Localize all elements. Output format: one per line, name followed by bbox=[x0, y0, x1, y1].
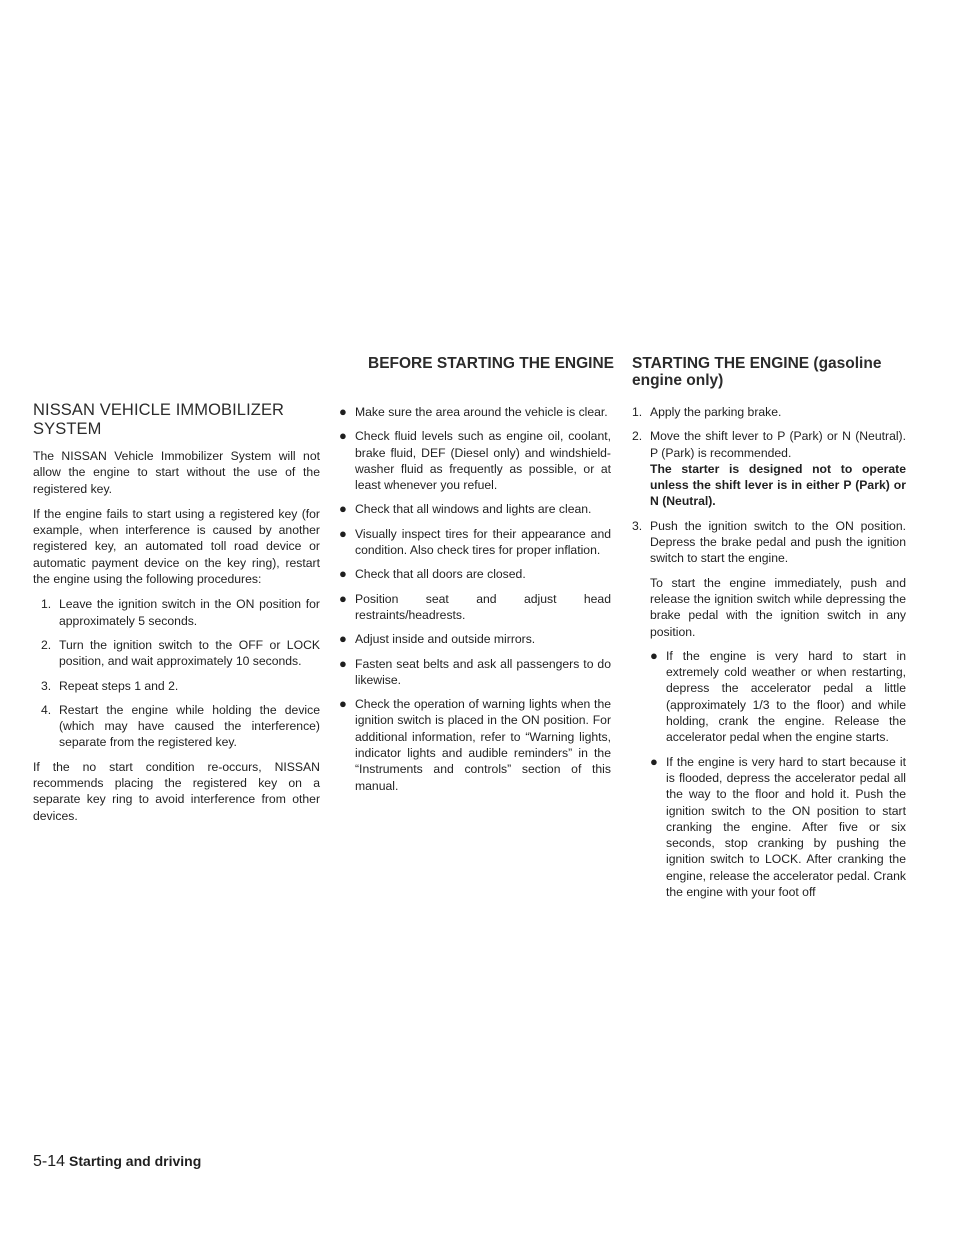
immobilizer-procedure-intro: If the engine fails to start using a registered key (for example, when interference is caused by another registered key, an automated toll road device or automatic payment device on the key ring), restart the engine using the following procedures: bbox=[33, 506, 320, 587]
step-text: Turn the ignition switch to the OFF or LOCK position, and wait approximately 10 seconds. bbox=[59, 637, 320, 669]
bullet-icon: ● bbox=[339, 655, 347, 671]
step-text: Restart the engine while holding the device (which may have caused the interference) separate from the registered key. bbox=[59, 702, 320, 750]
bullet-icon: ● bbox=[339, 590, 347, 606]
checklist-item bbox=[339, 428, 611, 493]
checklist-text: Check fluid levels such as engine oil, coolant, brake fluid, DEF (Diesel only) and windshield-washer fluid as frequently as possible, or at least whenever you refuel. bbox=[355, 429, 611, 493]
bullet-icon: ● bbox=[339, 566, 347, 582]
checklist-text: Visually inspect tires for their appearance and condition. Also check tires for proper inflation. bbox=[355, 526, 611, 558]
step-number: 4. bbox=[41, 702, 52, 717]
starting-step bbox=[632, 404, 906, 420]
checklist-item bbox=[339, 566, 611, 582]
checklist-item bbox=[339, 631, 611, 647]
starter-warning: The starter is designed not to operate unless the shift lever is in either P (Park) or N (Neutral). bbox=[650, 461, 906, 509]
checklist-text: Check that all windows and lights are clean. bbox=[355, 502, 592, 517]
starting-step bbox=[632, 428, 906, 509]
tip-text: If the engine is very hard to start in extremely cold weather or when restarting, depress the accelerator pedal a little (approximately 1/3 to the floor) and while holding, crank the engine. Release the accelerator pedal when the engine starts. bbox=[666, 648, 906, 745]
step-text: Leave the ignition switch in the ON position for approximately 5 seconds. bbox=[59, 597, 320, 628]
checklist-text: Make sure the area around the vehicle is clear. bbox=[355, 405, 608, 419]
page-footer bbox=[33, 1153, 201, 1171]
step-number: 2. bbox=[41, 637, 52, 652]
step-note: To start the engine immediately, push and release the ignition switch while depressing the brake pedal with the ignition switch in any position. bbox=[650, 575, 906, 639]
tip-item bbox=[650, 754, 906, 901]
checklist-item bbox=[339, 696, 611, 794]
section-heading-before-starting: BEFORE STARTING THE ENGINE bbox=[368, 355, 615, 372]
immobilizer-step bbox=[33, 637, 320, 670]
step-text: Repeat steps 1 and 2. bbox=[59, 678, 179, 693]
checklist-item bbox=[339, 526, 611, 559]
checklist-item bbox=[339, 404, 611, 420]
immobilizer-step bbox=[33, 702, 320, 751]
checklist-text: Position seat and adjust head restraints/headrests. bbox=[355, 591, 611, 622]
checklist-text: Fasten seat belts and ask all passengers to do likewise. bbox=[355, 656, 611, 687]
step-body bbox=[650, 518, 906, 909]
bullet-icon: ● bbox=[339, 696, 347, 712]
column-before-starting bbox=[339, 404, 611, 802]
bullet-icon: ● bbox=[650, 753, 658, 769]
step-number: 2. bbox=[632, 429, 643, 444]
tip-text: If the engine is very hard to start because it is flooded, depress the accelerator pedal all the way to the floor and hold it. Push the ignition switch to the ON position to start cranking the engine. After five or six seconds, stop cranking by pushing the ignition switch to LOCK. After cranking the engine, release the accelerator pedal. Crank the engine with your foot off bbox=[666, 754, 906, 900]
checklist-text: Check that all doors are closed. bbox=[355, 567, 526, 582]
tip-item bbox=[650, 648, 906, 746]
immobilizer-step bbox=[33, 596, 320, 629]
chapter-title: Starting and driving bbox=[69, 1153, 202, 1169]
checklist-item bbox=[339, 656, 611, 689]
bullet-icon: ● bbox=[339, 428, 347, 444]
step-number: 1. bbox=[41, 597, 52, 612]
column-immobilizer bbox=[33, 401, 320, 833]
immobilizer-intro: The NISSAN Vehicle Immobilizer System will not allow the engine to start without the use of the registered key. bbox=[33, 449, 320, 496]
starting-step bbox=[632, 518, 906, 909]
column-starting-engine bbox=[632, 404, 906, 916]
immobilizer-title: NISSAN VEHICLE IMMOBILIZER SYSTEM bbox=[33, 401, 285, 438]
checklist-item bbox=[339, 501, 611, 517]
checklist-item bbox=[339, 591, 611, 624]
section-heading-starting-engine: STARTING THE ENGINE (gasoline engine only) bbox=[632, 355, 882, 389]
bullet-icon: ● bbox=[339, 525, 347, 541]
immobilizer-step bbox=[33, 678, 320, 694]
bullet-icon: ● bbox=[339, 631, 347, 647]
immobilizer-recommendation: If the no start condition re-occurs, NISSAN recommends placing the registered key on a separate key ring to avoid interference from other devices. bbox=[33, 759, 320, 823]
step-text: Push the ignition switch to the ON position. Depress the brake pedal and push the ignition switch to start the engine. bbox=[650, 518, 906, 566]
checklist-text: Check the operation of warning lights when the ignition switch is placed in the ON position. For additional information, refer to “Warning lights, indicator lights and audible reminders” in the “Instruments and controls” section of this manual. bbox=[355, 697, 611, 793]
bullet-icon: ● bbox=[650, 647, 658, 663]
step-number: 1. bbox=[632, 405, 643, 419]
bullet-icon: ● bbox=[339, 501, 347, 517]
step-text: Apply the parking brake. bbox=[650, 405, 782, 419]
step-body bbox=[650, 428, 906, 509]
step-text: Move the shift lever to P (Park) or N (Neutral). P (Park) is recommended. bbox=[650, 429, 906, 460]
bullet-icon: ● bbox=[339, 404, 347, 419]
checklist-text: Adjust inside and outside mirrors. bbox=[355, 632, 536, 647]
page-number: 5-14 bbox=[33, 1153, 66, 1170]
step-number: 3. bbox=[632, 518, 643, 533]
step-number: 3. bbox=[41, 678, 52, 693]
